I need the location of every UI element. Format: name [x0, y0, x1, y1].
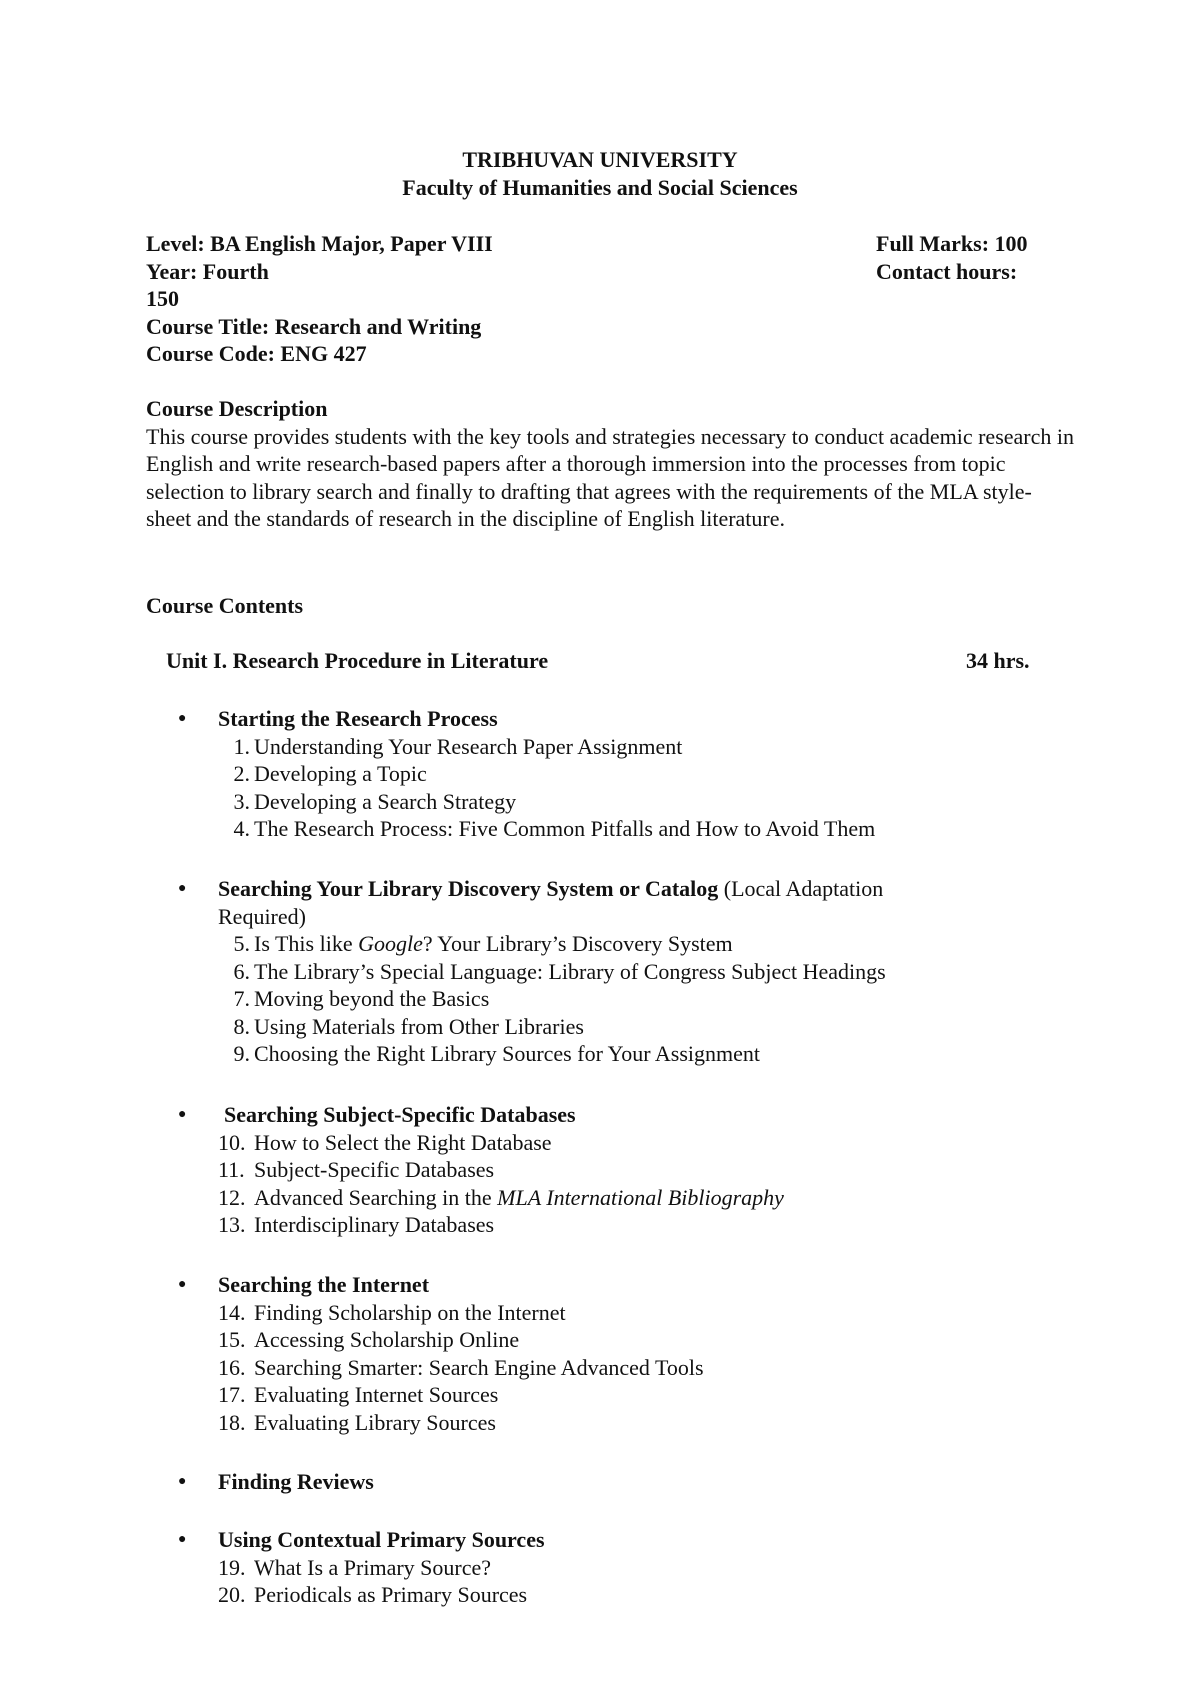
list-item [178, 733, 1078, 761]
item-text-italic: Google [358, 931, 423, 956]
bullet-icon: ● [178, 711, 187, 726]
item-number: 4. [233, 816, 250, 841]
item-number: 19. [218, 1554, 246, 1580]
list-item [178, 985, 1078, 1013]
list-item [178, 1299, 1078, 1327]
bullet-icon: ● [178, 1107, 187, 1122]
course-code: Course Code: ENG 427 [146, 341, 367, 366]
item-text-before: Is This like [254, 931, 359, 956]
item-list [178, 733, 1078, 843]
item-number: 6. [233, 958, 250, 984]
item-text: The Library’s Special Language: Library of Congress Subject Headings [254, 958, 886, 984]
list-item [178, 1211, 1078, 1239]
item-text: What Is a Primary Source? [254, 1554, 492, 1580]
description-text: This course provides students with the key tools and strategies necessary to conduct academic research in English and write research-based papers after a thorough immersion into the processes from topic selection to library search and finally to drafting that agrees with the requirements of the MLA style-sheet and the standards of research in the discipline of English literature. [146, 423, 1074, 531]
item-number: 11. [218, 1157, 245, 1182]
unit-heading [166, 647, 1046, 675]
list-item [178, 1013, 1078, 1041]
item-text: Moving beyond the Basics [254, 986, 490, 1011]
item-text: Choosing the Right Library Sources for Your Assignment [254, 1041, 760, 1066]
item-number: 13. [218, 1212, 246, 1237]
contents-heading: Course Contents [146, 593, 304, 618]
full-marks-label: Full Marks: 100 [876, 231, 1028, 256]
unit-hours: 34 hrs. [966, 648, 1030, 673]
item-number: 17. [218, 1382, 246, 1407]
item-number: 1. [233, 733, 250, 759]
section-title: Starting the Research Process [218, 706, 498, 731]
section-starting-research [178, 705, 1078, 843]
item-text: Understanding Your Research Paper Assignment [254, 733, 683, 759]
item-number: 8. [233, 1013, 250, 1039]
section-subject-databases [178, 1101, 1078, 1239]
bullet-icon: ● [178, 881, 187, 896]
unit-title: Unit I. Research Procedure in Literature [166, 648, 549, 673]
item-number: 9. [233, 1041, 250, 1066]
course-meta [146, 230, 1046, 368]
section-contextual-primary-sources [178, 1526, 1078, 1609]
item-number: 7. [233, 986, 250, 1011]
bullet-icon: ● [178, 1532, 187, 1547]
section-title-note-continued: Required) [218, 903, 306, 929]
item-text: Finding Scholarship on the Internet [254, 1299, 566, 1325]
list-item [178, 1040, 1078, 1068]
document-header [0, 146, 1200, 201]
item-list [178, 1554, 1078, 1609]
section-title-note: (Local Adaptation [723, 876, 884, 901]
item-text: How to Select the Right Database [254, 1129, 552, 1155]
item-number: 2. [233, 761, 250, 786]
item-text: Developing a Search Strategy [254, 788, 517, 814]
item-list [178, 930, 1078, 1068]
item-text: Evaluating Internet Sources [254, 1382, 499, 1407]
list-item [178, 958, 1078, 986]
bullet-icon: ● [178, 1474, 187, 1489]
item-number: 14. [218, 1299, 246, 1325]
item-text: Interdisciplinary Databases [254, 1212, 495, 1237]
list-item [178, 1129, 1078, 1157]
year-label: Year: Fourth [146, 258, 269, 284]
item-number: 20. [218, 1582, 246, 1607]
list-item [178, 815, 1078, 843]
university-name: TRIBHUVAN UNIVERSITY [462, 147, 738, 172]
item-text: Accessing Scholarship Online [254, 1327, 520, 1352]
item-text: Using Materials from Other Libraries [254, 1013, 584, 1039]
item-number: 16. [218, 1354, 246, 1380]
bullet-icon: ● [178, 1277, 187, 1292]
list-item [178, 1156, 1078, 1184]
item-text: Subject-Specific Databases [254, 1157, 495, 1182]
item-text-italic: MLA International Bibliography [497, 1184, 784, 1210]
item-list [178, 1129, 1078, 1239]
item-text-before: Advanced Searching in the [254, 1184, 498, 1210]
list-item [178, 1354, 1078, 1382]
item-text: Evaluating Library Sources [254, 1409, 496, 1435]
item-number: 10. [218, 1129, 246, 1155]
list-item [178, 1409, 1078, 1437]
list-item [178, 1326, 1078, 1354]
section-searching-internet [178, 1271, 1078, 1436]
item-number: 15. [218, 1327, 246, 1352]
course-description [146, 395, 1076, 533]
list-item [178, 1554, 1078, 1582]
list-item [178, 1184, 1078, 1212]
item-number: 12. [218, 1184, 246, 1210]
item-text: Developing a Topic [254, 761, 427, 786]
list-item [178, 788, 1078, 816]
item-text-after: ? Your Library’s Discovery System [422, 931, 733, 956]
faculty-name: Faculty of Humanities and Social Sciences [402, 174, 798, 200]
item-text: Searching Smarter: Search Engine Advanced Tools [254, 1354, 704, 1380]
description-heading: Course Description [146, 396, 328, 421]
item-number: 5. [233, 931, 250, 956]
section-library-discovery [178, 875, 1078, 1068]
list-item [178, 1381, 1078, 1409]
section-finding-reviews [178, 1468, 1078, 1496]
contact-hours-label: Contact hours: [876, 258, 1018, 284]
level-label: Level: BA English Major, Paper VIII [146, 231, 493, 256]
contact-hours-value: 150 [146, 286, 179, 311]
section-title: Searching the Internet [218, 1272, 430, 1297]
course-title: Course Title: Research and Writing [146, 313, 482, 339]
section-title: Searching Your Library Discovery System or Catalog [218, 876, 719, 901]
item-list [178, 1299, 1078, 1437]
list-item [178, 760, 1078, 788]
item-text: The Research Process: Five Common Pitfalls and How to Avoid Them [254, 816, 876, 841]
section-title: Searching Subject-Specific Databases [224, 1102, 576, 1127]
item-number: 18. [218, 1409, 246, 1435]
section-title: Using Contextual Primary Sources [218, 1527, 545, 1552]
item-text: Periodicals as Primary Sources [254, 1582, 528, 1607]
list-item [178, 1581, 1078, 1609]
item-number: 3. [233, 788, 250, 814]
list-item [178, 930, 1078, 958]
section-title: Finding Reviews [218, 1469, 374, 1494]
